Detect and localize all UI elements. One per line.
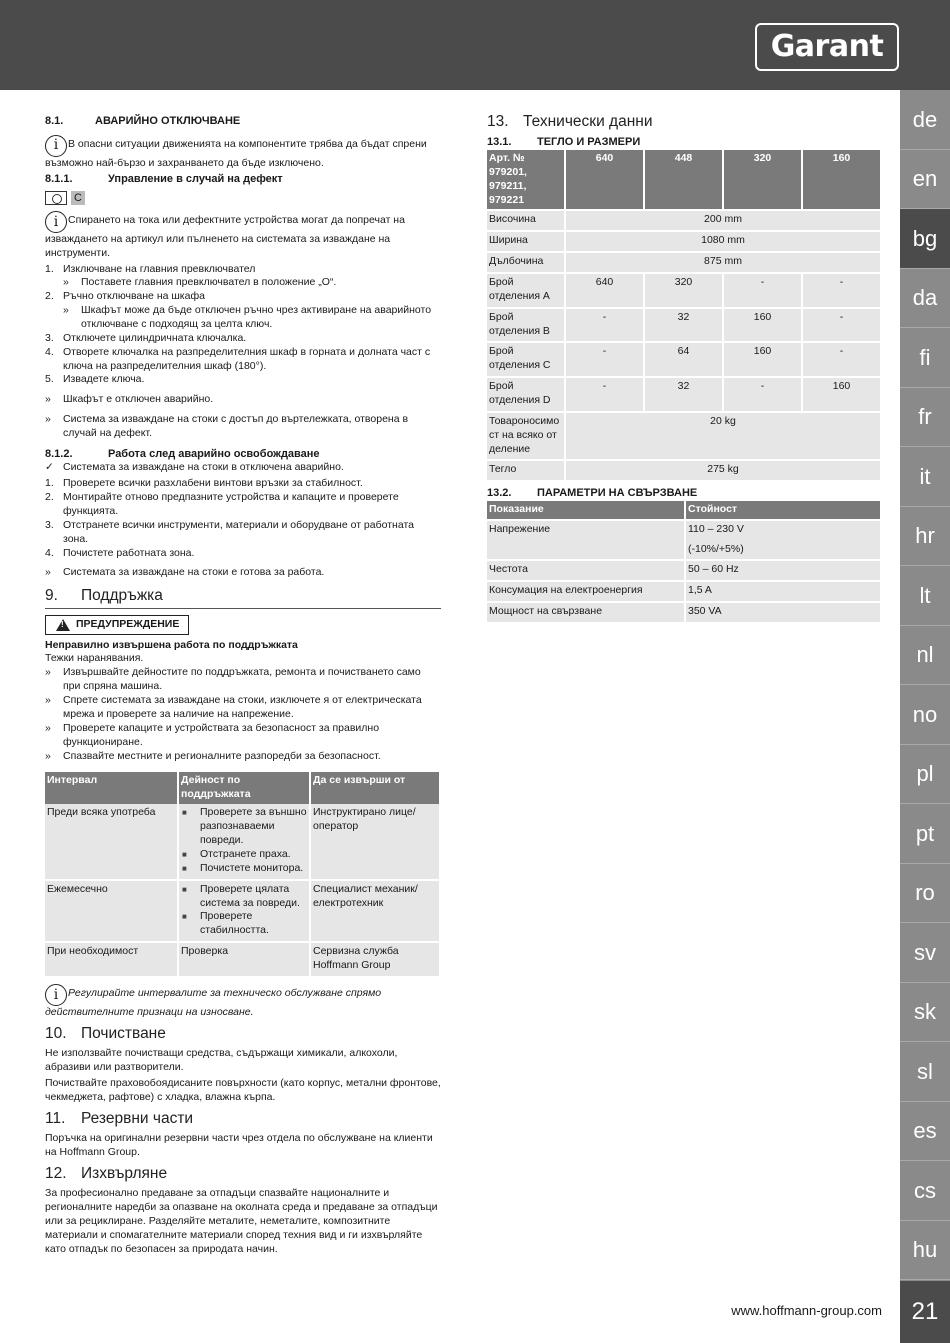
- list-item: 1. Проверете всички разхлабени винтови връзки за стабилност.: [45, 477, 363, 490]
- table-header: Стойност: [685, 501, 881, 520]
- lang-tab-hr[interactable]: hr: [900, 507, 950, 567]
- connection-parameters-table: [487, 501, 882, 624]
- table-row: Брой отделения A 640 320 - -: [487, 273, 881, 308]
- table-header: Да се извърши от: [310, 771, 440, 804]
- lang-tab-da[interactable]: da: [900, 269, 950, 329]
- section-13-2-heading: 13.2. ПАРАМЕТРИ НА СВЪРЗВАНЕ: [487, 487, 698, 500]
- lang-tab-en[interactable]: en: [900, 150, 950, 210]
- table-row: Брой отделения B - 32 160 -: [487, 308, 881, 343]
- page-number: 21: [900, 1281, 950, 1343]
- table-header: Интервал: [45, 771, 178, 804]
- lang-tab-hu[interactable]: hu: [900, 1221, 950, 1281]
- list-subitem: » Шкафът може да бъде отключен ръчно чрез активиране на аварийното отключване с подходящ за целта ключ.: [63, 304, 432, 331]
- camera-icon: [45, 191, 67, 205]
- section-10-heading: 10. Почистване: [45, 1024, 166, 1042]
- lang-tab-sv[interactable]: sv: [900, 923, 950, 983]
- footer-url[interactable]: www.hoffmann-group.com: [731, 1303, 882, 1318]
- table-header: Показание: [487, 501, 685, 520]
- section-13-heading: 13. Технически данни: [487, 113, 653, 130]
- lang-tab-pl[interactable]: pl: [900, 745, 950, 805]
- section-8-1-2-steps: [45, 477, 441, 560]
- language-sidebar: [900, 90, 950, 1343]
- lang-tab-ro[interactable]: ro: [900, 864, 950, 924]
- list-item: » Спазвайте местните и регионалните разпоредби за безопасност.: [45, 749, 381, 762]
- lang-tab-sk[interactable]: sk: [900, 983, 950, 1043]
- section-8-1-2-heading: 8.1.2. Работа след аварийно освобождаване: [45, 447, 320, 460]
- qualification-c-icon: C: [71, 191, 85, 205]
- warning-title: Неправилно извършена работа по поддръжката: [45, 638, 298, 651]
- maintenance-note: i Регулирайте интервалите за техническо обслужване спрямо действителните признаци на износване.: [45, 984, 441, 1020]
- paragraph: Не използвайте почистващи средства, съдържащи химикали, алкохоли, абразиви или разтворители.: [45, 1047, 398, 1073]
- lang-tab-pt[interactable]: pt: [900, 804, 950, 864]
- section-8-1-note: i В опасни ситуации движенията на компонентите трябва да бъдат спрени възможно най-бързо и захранването да бъде изключено.: [45, 135, 441, 171]
- warning-triangle-icon: [56, 619, 70, 631]
- table-row: Ежемесечно ■ Проверете цялата система за повреди. ■ Проверете стабилността. Специалист механик/ електротехник: [45, 880, 440, 942]
- table-header: 320: [723, 150, 802, 210]
- table-row: Мощност на свързване 350 VA: [487, 602, 881, 623]
- top-header-bar: [0, 0, 950, 90]
- table-header: 640: [565, 150, 644, 210]
- left-column: [45, 112, 441, 1258]
- result-item: » Шкафът е отключен аварийно.: [45, 393, 214, 406]
- table-row: Брой отделения C - 64 160 -: [487, 342, 881, 377]
- lang-tab-fr[interactable]: fr: [900, 388, 950, 448]
- list-item: » Извършвайте дейностите по поддръжката, ремонта и почистването само при спряна машина.: [45, 666, 421, 693]
- table-row: При необходимост Проверка Сервизна служба Hoffmann Group: [45, 942, 440, 977]
- weight-dimensions-table: [487, 150, 882, 482]
- table-header: Арт. № 979201, 979211, 979221: [487, 150, 565, 210]
- table-row: Напрежение 110 – 230 V (-10%/+5%): [487, 520, 881, 561]
- table-row: Височина 200 mm: [487, 210, 881, 231]
- table-row: Тегло 275 kg: [487, 460, 881, 481]
- list-item: 2. Ръчно отключване на шкафа: [45, 290, 205, 303]
- section-8-1-heading: 8.1. АВАРИЙНО ОТКЛЮЧВАНЕ: [45, 115, 241, 127]
- list-subitem: » Поставете главния превключвател в положение „O“.: [63, 276, 337, 289]
- section-11-heading: 11. Резервни части: [45, 1109, 194, 1127]
- section-8-1-1-note: i Спирането на тока или дефектните устройства могат да попречат на изваждането на артикул или пълненето на системата за изваждане на инструменти.: [45, 211, 441, 261]
- warning-subtitle: Тежки наранявания.: [45, 652, 144, 665]
- table-row: Товароносимост на всяко отделение 20 kg: [487, 412, 881, 461]
- info-icon: i: [45, 984, 67, 1006]
- paragraph: За професионално предаване за отпадъци спазвайте националните и регионалните наредби за опазване на околната среда и предаване за отпадъци или за рециклиране. Разделяйте металите, неметалите, композитните материали и спомагателните материали според техния вид и ги изхвърляйте като отпадък по безопасен за природата начин.: [45, 1187, 438, 1255]
- list-item: 4. Отворете ключалка на разпределителния шкаф в горната и долната част с ключа на разпределителния шкаф (180°).: [45, 345, 431, 372]
- list-item: 4. Почистете работната зона.: [45, 546, 195, 559]
- section-9-heading: 9. Поддръжка: [45, 586, 441, 608]
- table-header: 448: [644, 150, 723, 210]
- lang-tab-sl[interactable]: sl: [900, 1042, 950, 1102]
- garant-logo: Garant: [755, 23, 899, 71]
- checkmark-icon: ✓: [45, 461, 54, 474]
- result-item: » Системата за изваждане на стоки е готова за работа.: [45, 566, 325, 579]
- list-item: 1. Изключване на главния превключвател: [45, 262, 256, 275]
- section-8-1-1-steps: [45, 263, 441, 388]
- lang-tab-cs[interactable]: cs: [900, 1161, 950, 1221]
- table-row: Брой отделения D - 32 - 160: [487, 377, 881, 412]
- maintenance-table: [45, 769, 441, 977]
- info-icon: i: [45, 135, 67, 157]
- list-item: 5. Извадете ключа.: [45, 373, 145, 386]
- paragraph: Поръчка на оригинални резервни части чрез отдела по обслужване на клиенти на Hoffmann Group.: [45, 1132, 433, 1158]
- table-header: 160: [802, 150, 881, 210]
- lang-tab-no[interactable]: no: [900, 685, 950, 745]
- lang-tab-de[interactable]: de: [900, 90, 950, 150]
- right-column: [487, 112, 882, 624]
- paragraph: Почиствайте праховобоядисаните повърхности (като корпус, метални фронтове, чекмеджета, рафтове) с хладка, влажна кърпа.: [45, 1076, 441, 1103]
- warning-label: ! ПРЕДУПРЕЖДЕНИЕ: [45, 615, 189, 635]
- table-row: Преди всяка употреба ■ Проверете за външно разпознаваеми повреди. ■ Отстранете праха. ■ Почистете монитора. Инструктирано лице/ оператор: [45, 804, 440, 880]
- section-13-1-heading: 13.1. ТЕГЛО И РАЗМЕРИ: [487, 136, 641, 149]
- qualification-icons: [45, 191, 441, 205]
- table-row: Дълбочина 875 mm: [487, 252, 881, 273]
- lang-tab-it[interactable]: it: [900, 447, 950, 507]
- section-12-heading: 12. Изхвърляне: [45, 1164, 168, 1182]
- lang-tab-bg[interactable]: bg: [900, 209, 950, 269]
- result-item: » Система за изваждане на стоки с достъп до въртележката, отворена в случай на дефект.: [45, 413, 409, 440]
- list-item: » Проверете капаците и устройствата за безопасност за правилно функциониране.: [45, 721, 380, 748]
- lang-tab-lt[interactable]: lt: [900, 566, 950, 626]
- section-8-1-1-heading: 8.1.1. Управление в случай на дефект: [45, 173, 283, 186]
- table-row: Честота 50 – 60 Hz: [487, 560, 881, 581]
- table-row: Консумация на електроенергия 1,5 A: [487, 581, 881, 602]
- table-header: Дейност по поддръжката: [178, 771, 310, 804]
- list-item: 2. Монтирайте отново предпазните устройства и капаците и проверете функцията.: [45, 491, 399, 518]
- lang-tab-es[interactable]: es: [900, 1102, 950, 1162]
- precondition-item: ✓ Системата за изваждане на стоки в отключена аварийно.: [45, 461, 344, 474]
- lang-tab-fi[interactable]: fi: [900, 328, 950, 388]
- list-item: 3. Отключете цилиндричната ключалка.: [45, 331, 247, 344]
- list-item: 3. Отстранете всички инструменти, материали и оборудване от работната зона.: [45, 518, 414, 545]
- info-icon: i: [45, 211, 67, 233]
- lang-tab-nl[interactable]: nl: [900, 626, 950, 686]
- list-item: » Спрете системата за изваждане на стоки, изключете я от електрическата мрежа и проверете за наличие на напрежение.: [45, 694, 422, 720]
- table-row: Ширина 1080 mm: [487, 231, 881, 252]
